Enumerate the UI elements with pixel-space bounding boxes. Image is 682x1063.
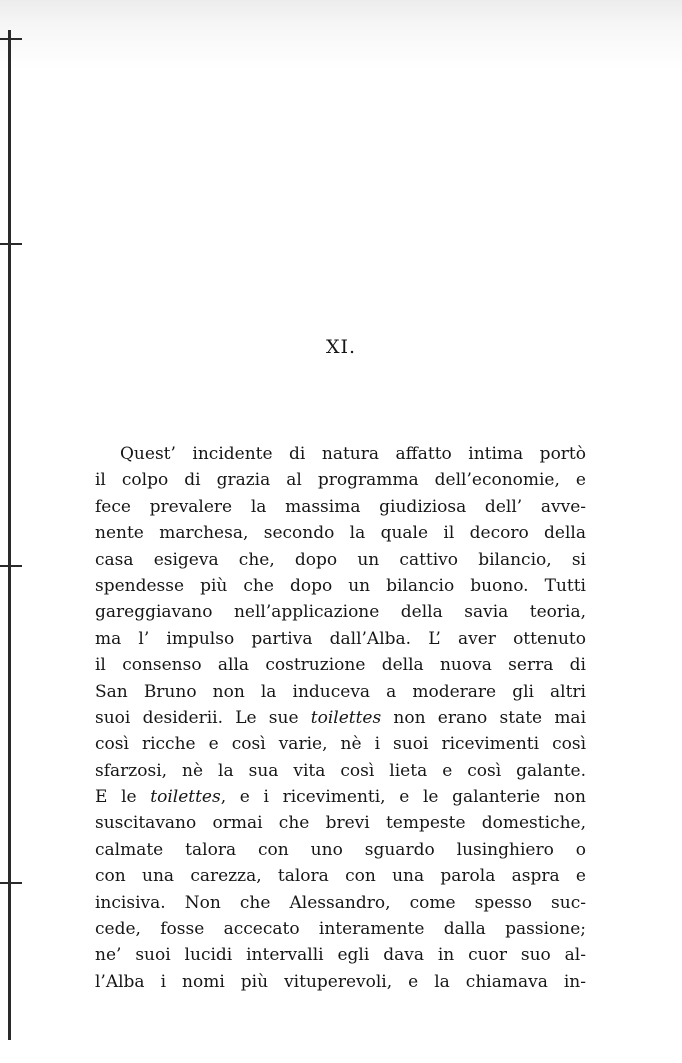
text-line: cede, fosse accecato interamente dalla passione; [95, 919, 586, 940]
text-line: suoi desiderii. Le sue toilettes non erano state mai [95, 707, 587, 728]
body-paragraph [95, 441, 586, 995]
text-line: nente marchesa, secondo la quale il decoro della [95, 523, 586, 544]
text-line: ne’ suoi lucidi intervalli egli dava in cuor suo al- [95, 945, 586, 966]
text-line: il colpo di grazia al programma dell’economie, e [95, 470, 586, 491]
chapter-heading: XI. [325, 336, 357, 358]
binding-notch [0, 243, 22, 245]
text-line: il consenso alla costruzione della nuova serra di [95, 655, 586, 676]
italic-term: toilettes [310, 707, 382, 728]
text-line: suscitavano ormai che brevi tempeste domestiche, [95, 813, 586, 834]
text-line: E le toilettes, e i ricevimenti, e le galanterie non [95, 787, 586, 808]
text-line: con una carezza, talora con una parola aspra e [95, 866, 586, 887]
text-line: fece prevalere la massima giudiziosa dell’ avve- [95, 496, 586, 517]
text-line: così ricche e così varie, nè i suoi ricevimenti così [95, 734, 586, 755]
binding-notch [0, 38, 22, 40]
text-line: casa esigeva che, dopo un cattivo bilancio, si [95, 549, 586, 570]
binding-notch [0, 565, 22, 567]
text-line: incisiva. Non che Alessandro, come spesso suc- [95, 892, 586, 913]
binding-notch [0, 882, 22, 884]
text-line: spendesse più che dopo un bilancio buono. Tutti [95, 575, 586, 596]
text-line: ma l’ impulso partiva dall’Alba. L’ aver ottenuto [95, 628, 586, 649]
page-binding-edge [0, 0, 28, 1063]
italic-term: toilettes [150, 787, 221, 808]
text-line: l’Alba i nomi più vituperevoli, e la chiamava in- [95, 971, 586, 992]
binding-rule [8, 30, 11, 1040]
text-line: gareggiavano nell’applicazione della savia teoria, [95, 602, 586, 623]
text-line: Quest’ incidente di natura affatto intima portò [120, 444, 586, 464]
text-line: San Bruno non la induceva a moderare gli altri [95, 681, 586, 702]
text-line: calmate talora con uno sguardo lusinghiero o [95, 839, 586, 860]
text-line: sfarzosi, nè la sua vita così lieta e così galante. [95, 760, 586, 781]
